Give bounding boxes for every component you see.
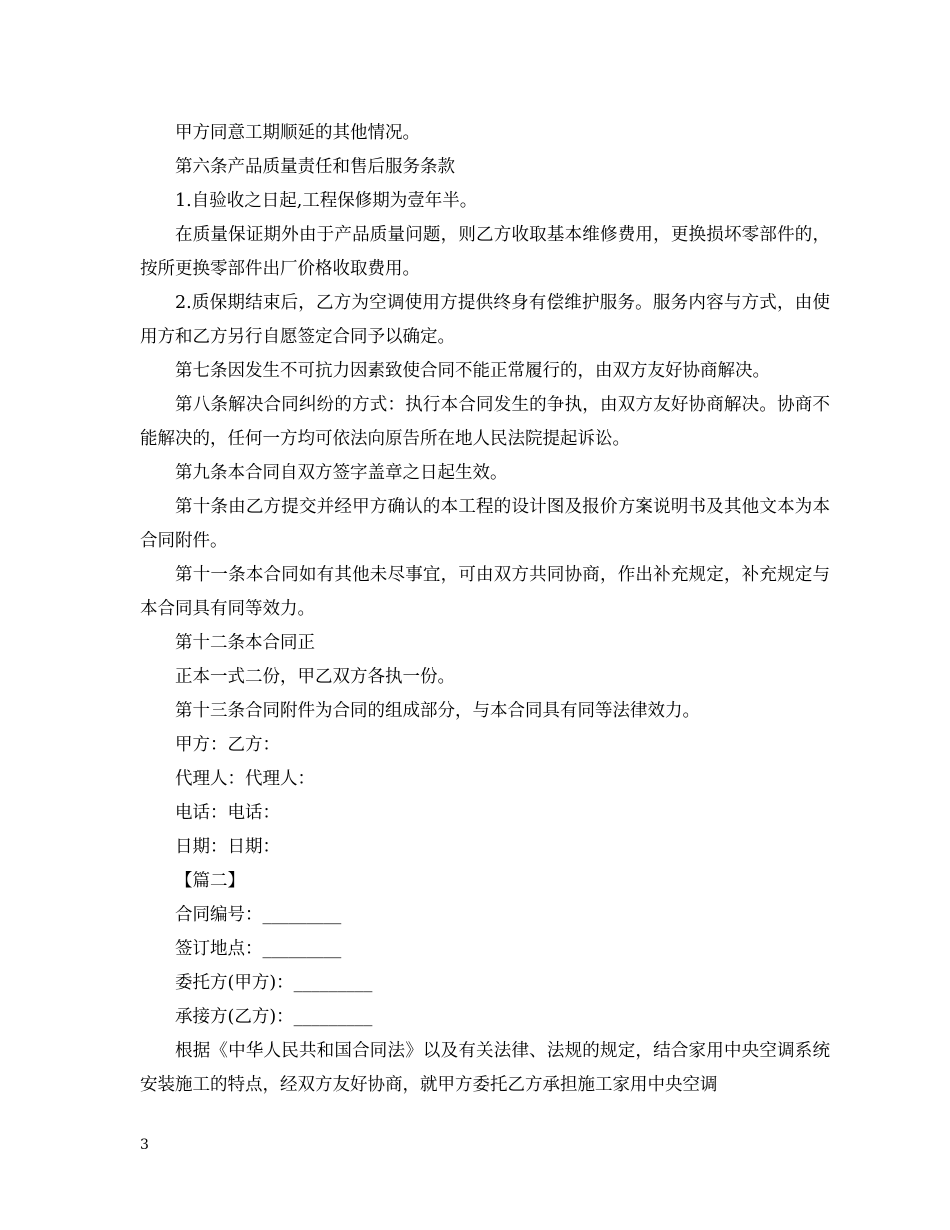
document-body: [140, 116, 830, 1102]
paragraph: 第十一条本合同如有其他未尽事宜，可由双方共同协商，作出补充规定，补充规定与本合同具有同等效力。: [140, 565, 830, 619]
signature-line-party: 甲方：乙方：: [175, 735, 280, 755]
form-field-contractor: 承接方(乙方)：_________: [175, 1007, 373, 1027]
article-heading: 第六条产品质量责任和售后服务条款: [175, 157, 455, 177]
form-field-contract-number: 合同编号：_________: [175, 905, 342, 925]
paragraph: 根据《中华人民共和国合同法》以及有关法律、法规的规定，结合家用中央空调系统安装施工的特点，经双方友好协商，就甲方委托乙方承担施工家用中央空调: [140, 1041, 830, 1095]
signature-line-agent: 代理人：代理人：: [175, 769, 315, 789]
paragraph: 第十条由乙方提交并经甲方确认的本工程的设计图及报价方案说明书及其他文本为本合同附件。: [140, 497, 830, 551]
form-field-client: 委托方(甲方)：_________: [175, 973, 373, 993]
section-heading: 【篇二】: [175, 871, 245, 891]
paragraph: 第九条本合同自双方签字盖章之日起生效。: [175, 463, 508, 483]
form-field-signing-place: 签订地点：_________: [175, 939, 342, 959]
signature-line-date: 日期：日期：: [175, 837, 280, 857]
page-number: 3: [140, 1137, 149, 1153]
paragraph: 第八条解决合同纠纷的方式：执行本合同发生的争执，由双方友好协商解决。协商不能解决的，任何一方均可依法向原告所在地人民法院提起诉讼。: [140, 395, 830, 449]
paragraph: 甲方同意工期顺延的其他情况。: [175, 123, 420, 143]
signature-line-phone: 电话：电话：: [175, 803, 280, 823]
paragraph: 在质量保证期外由于产品质量问题，则乙方收取基本维修费用，更换损坏零部件的，按所更换零部件出厂价格收取费用。: [140, 225, 830, 279]
paragraph: 正本一式二份，甲乙双方各执一份。: [175, 667, 455, 687]
paragraph: 1.自验收之日起,工程保修期为壹年半。: [175, 191, 478, 211]
paragraph: 第十二条本合同正: [175, 633, 315, 653]
paragraph: 第七条因发生不可抗力因素致使合同不能正常履行的，由双方友好协商解决。: [175, 361, 770, 381]
paragraph: 第十三条合同附件为合同的组成部分，与本合同具有同等法律效力。: [175, 701, 700, 721]
paragraph: 2.质保期结束后，乙方为空调使用方提供终身有偿维护服务。服务内容与方式，由使用方和乙方另行自愿签定合同予以确定。: [140, 293, 830, 347]
